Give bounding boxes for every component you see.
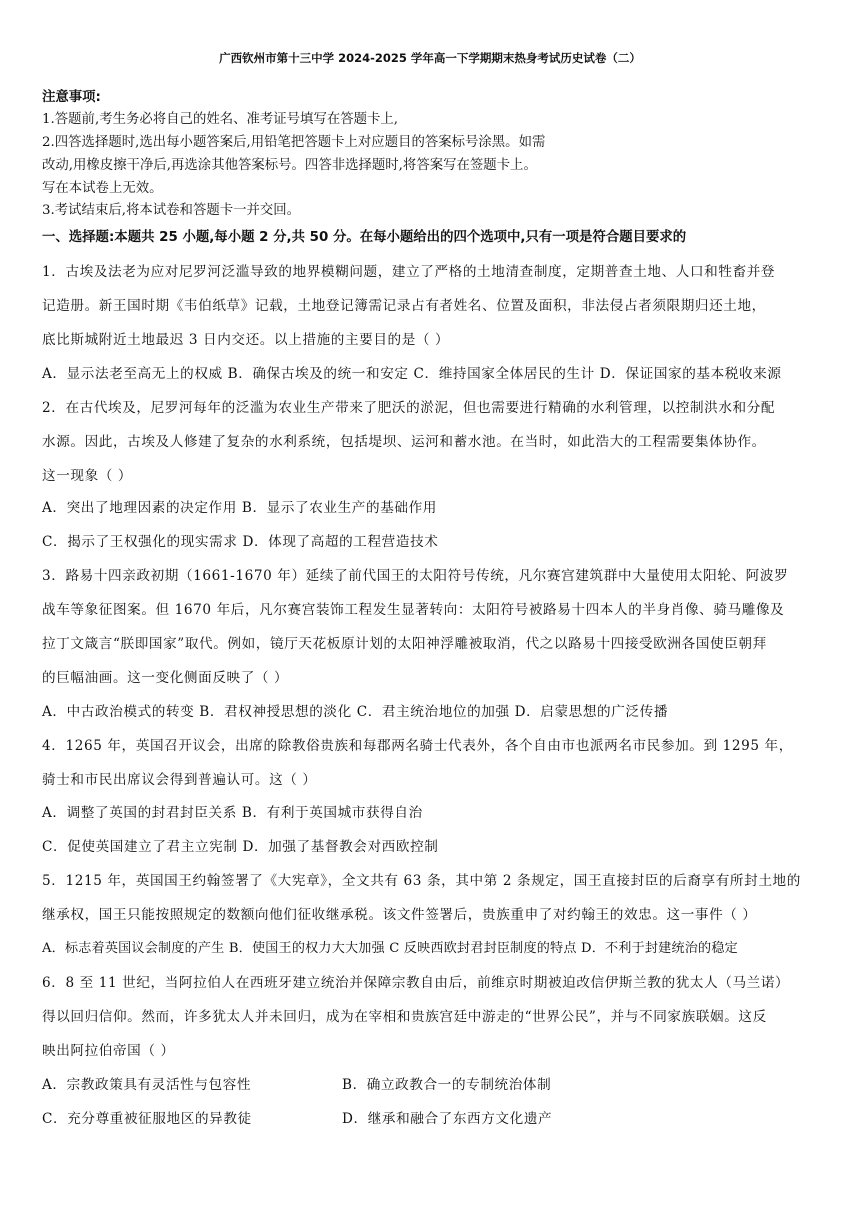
question-text: 继承权，国王只能按照规定的数额向他们征收继承税。该文件签署后，贵族重申了对约翰王的效忠。这一事件（ ） <box>42 907 757 923</box>
question-options: C．促使英国建立了君主立宪制 D．加强了基督教会对西欧控制 <box>42 839 439 855</box>
question-text: 5．1215 年，英国国王约翰签署了《大宪章》，全文共有 63 条，其中第 2 条规定，国王直接封臣的后裔享有所封土地的 <box>42 873 801 889</box>
question-options: C．揭示了王权强化的现实需求 D．体现了高超的工程营造技术 <box>42 534 439 550</box>
question-text: 拉丁文箴言“朕即国家”取代。例如，镜厅天花板原计划的太阳神浮雕被取消，代之以路易十四接受欧洲各国使臣朝拜 <box>42 636 767 652</box>
question-text: 记造册。新王国时期《韦伯纸草》记载，土地登记簿需记录占有者姓名、位置及面积，非法侵占者须限期归还土地， <box>42 298 766 314</box>
question-option-b: B．确立政教合一的专制统治体制 <box>342 1077 552 1093</box>
question-options: A．调整了英国的封君封臣关系 B．有利于英国城市获得自治 <box>42 805 423 821</box>
section-heading: 一、选择题:本题共 25 小题,每小题 2 分,共 50 分。在每小题给出的四个选项中,只有一项是符合题目要求的 <box>42 230 687 245</box>
question-options: A．显示法老至高无上的权威 B．确保古埃及的统一和安定 C．维持国家全体居民的生计 D．保证国家的基本税收来源 <box>42 366 782 382</box>
question-options: A．标志着英国议会制度的产生 B．使国王的权力大大加强 C 反映西欧封君封臣制度的特点 D．不利于封建统治的稳定 <box>42 941 738 956</box>
notes-line: 写在本试卷上无效。 <box>42 181 163 196</box>
question-options: A．中古政治模式的转变 B．君权神授思想的淡化 C．君主统治地位的加强 D．启蒙思想的广泛传播 <box>42 704 669 720</box>
question-text: 6．8 至 11 世纪，当阿拉伯人在西班牙建立统治并保障宗教自由后，前维京时期被迫改信伊斯兰教的犹太人（马兰诺） <box>42 975 790 991</box>
question-text: 骑士和市民出席议会得到普遍认可。这（ ） <box>42 772 317 788</box>
question-text: 1．古埃及法老为应对尼罗河泛滥导致的地界模糊问题，建立了严格的土地清查制度，定期普查土地、人口和牲畜并登 <box>42 264 776 280</box>
question-text: 4．1265 年，英国召开议会，出席的除教俗贵族和每郡两名骑士代表外，各个自由市也派两名市民参加。到 1295 年， <box>42 738 793 754</box>
question-text: 战车等象征图案。但 1670 年后，凡尔赛宫装饰工程发生显著转向：太阳符号被路易十四本人的半身肖像、骑马雕像及 <box>42 602 785 618</box>
question-text: 这一现象（ ） <box>42 468 133 484</box>
question-text: 底比斯城附近土地最迟 3 日内交还。以上措施的主要目的是（ ） <box>42 332 450 348</box>
question-text: 水源。因此，古埃及人修建了复杂的水利系统，包括堤坝、运河和蓄水池。在当时，如此浩大的工程需要集体协作。 <box>42 434 766 450</box>
notes-heading: 注意事项: <box>42 90 101 105</box>
question-text: 映出阿拉伯帝国（ ） <box>42 1043 175 1059</box>
question-option-a: A．宗教政策具有灵活性与包容性 <box>42 1077 252 1093</box>
notes-line: 2.四答选择题时,选出每小题答案后,用铅笔把答题卡上对应题目的答案标号涂黑。如需 <box>42 135 546 150</box>
question-text: 3．路易十四亲政初期（1661-1670 年）延续了前代国王的太阳符号传统，凡尔赛宫建筑群中大量使用太阳轮、阿波罗 <box>42 568 789 584</box>
notes-line: 1.答题前,考生务必将自己的姓名、准考证号填写在答题卡上, <box>42 112 399 127</box>
notes-line: 3.考试结束后,将本试卷和答题卡一并交回。 <box>42 203 301 218</box>
question-text: 得以回归信仰。然而，许多犹太人并未回归，成为在宰相和贵族宫廷中游走的“世界公民”，并与不同家族联姻。这反 <box>42 1009 767 1025</box>
question-options: A．突出了地理因素的决定作用 B．显示了农业生产的基础作用 <box>42 500 437 516</box>
exam-title: 广西钦州市第十三中学 2024-2025 学年高一下学期期末热身考试历史试卷（二） <box>219 51 641 65</box>
question-option-c: C．充分尊重被征服地区的异教徒 <box>42 1111 252 1127</box>
notes-line: 改动,用橡皮擦干净后,再选涂其他答案标号。四答非选择题时,将答案写在签题卡上。 <box>42 158 537 173</box>
question-option-d: D．继承和融合了东西方文化遗产 <box>342 1111 553 1127</box>
question-text: 2．在古代埃及，尼罗河每年的泛滥为农业生产带来了肥沃的淤泥，但也需要进行精确的水利管理，以控制洪水和分配 <box>42 400 776 416</box>
question-text: 的巨幅油画。这一变化侧面反映了（ ） <box>42 670 289 686</box>
